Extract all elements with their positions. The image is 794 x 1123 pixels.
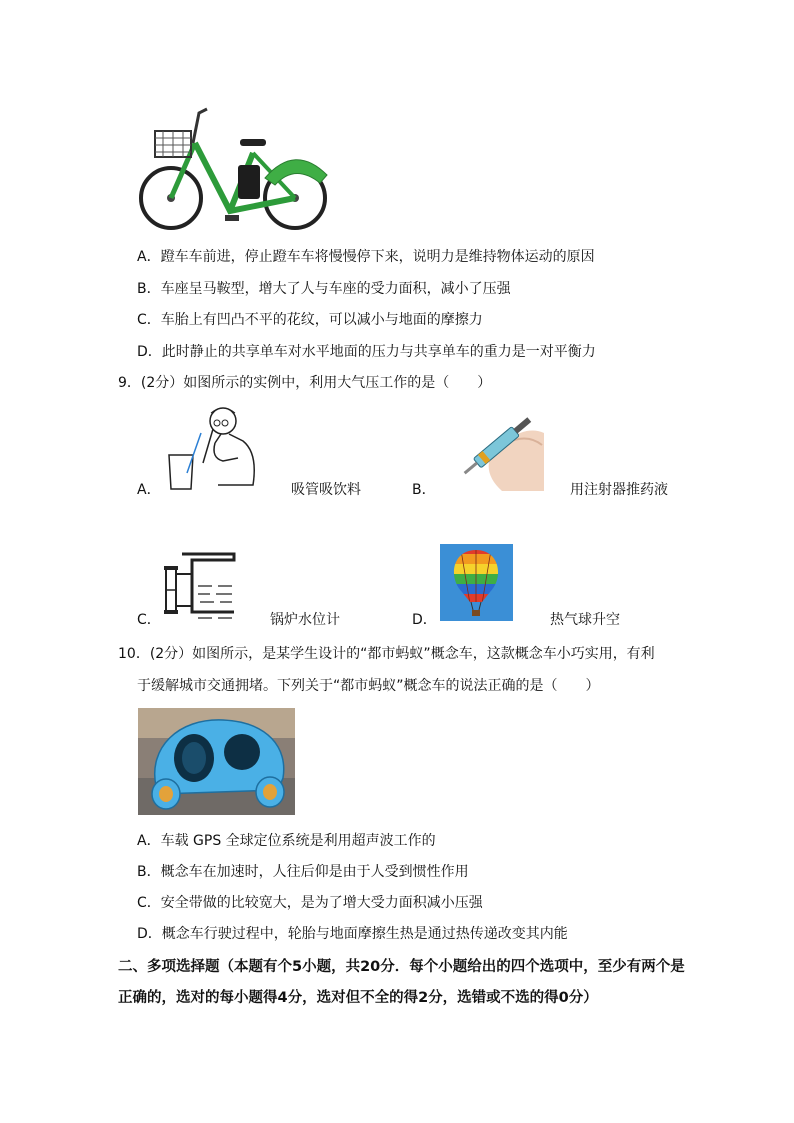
q9-option-d-text: 热气球升空 — [550, 612, 620, 628]
boiler-gauge-image — [162, 550, 242, 622]
q10-option-d: D．概念车行驶过程中，轮胎与地面摩擦生热是通过热传递改变其内能 — [137, 926, 568, 942]
section2-heading-line2: 正确的，选对的每小题得4分，选对但不全的得2分，选错或不选的得0分） — [118, 990, 598, 1006]
q10-option-b: B．概念车在加速时，人往后仰是由于人受到惯性作用 — [137, 864, 469, 880]
concept-car-image — [138, 708, 295, 815]
q8-option-a: A．蹬车车前进，停止蹬车车将慢慢停下来，说明力是维持物体运动的原因 — [137, 249, 595, 265]
q9-option-a-letter: A． — [137, 482, 161, 498]
q9-option-d-letter: D． — [412, 612, 437, 628]
hot-air-balloon-image — [440, 544, 513, 621]
q10-stem-line2: 于缓解城市交通拥堵。下列关于“都市蚂蚁”概念车的说法正确的是（ ） — [137, 678, 600, 694]
q8-option-c: C．车胎上有凹凸不平的花纹，可以减小与地面的摩擦力 — [137, 312, 483, 328]
q10-stem-line1: 10．(2分）如图所示，是某学生设计的“都市蚂蚁”概念车，这款概念车小巧实用，有利 — [118, 646, 655, 662]
q10-option-a: A．车载 GPS 全球定位系统是利用超声波工作的 — [137, 833, 436, 849]
q10-option-c: C．安全带做的比较宽大，是为了增大受力面积减小压强 — [137, 895, 483, 911]
syringe-image — [452, 403, 547, 491]
section2-heading-line1: 二、多项选择题（本题有个5小题，共20分．每个小题给出的四个选项中，至少有两个是 — [118, 959, 685, 975]
q9-option-c-letter: C． — [137, 612, 161, 628]
q8-option-b: B．车座呈马鞍型，增大了人与车座的受力面积，减小了压强 — [137, 281, 511, 297]
q9-option-a-text: 吸管吸饮料 — [291, 482, 361, 498]
q9-stem: 9．(2分）如图所示的实例中，利用大气压工作的是（ ） — [118, 375, 492, 391]
q9-option-b-letter: B． — [412, 482, 436, 498]
q9-option-b-text: 用注射器推药液 — [570, 482, 668, 498]
bicycle-image — [135, 103, 330, 233]
q9-option-c-text: 锅炉水位计 — [270, 612, 340, 628]
q8-option-d: D．此时静止的共享单车对水平地面的压力与共享单车的重力是一对平衡力 — [137, 344, 596, 360]
straw-drinking-image — [163, 403, 263, 493]
